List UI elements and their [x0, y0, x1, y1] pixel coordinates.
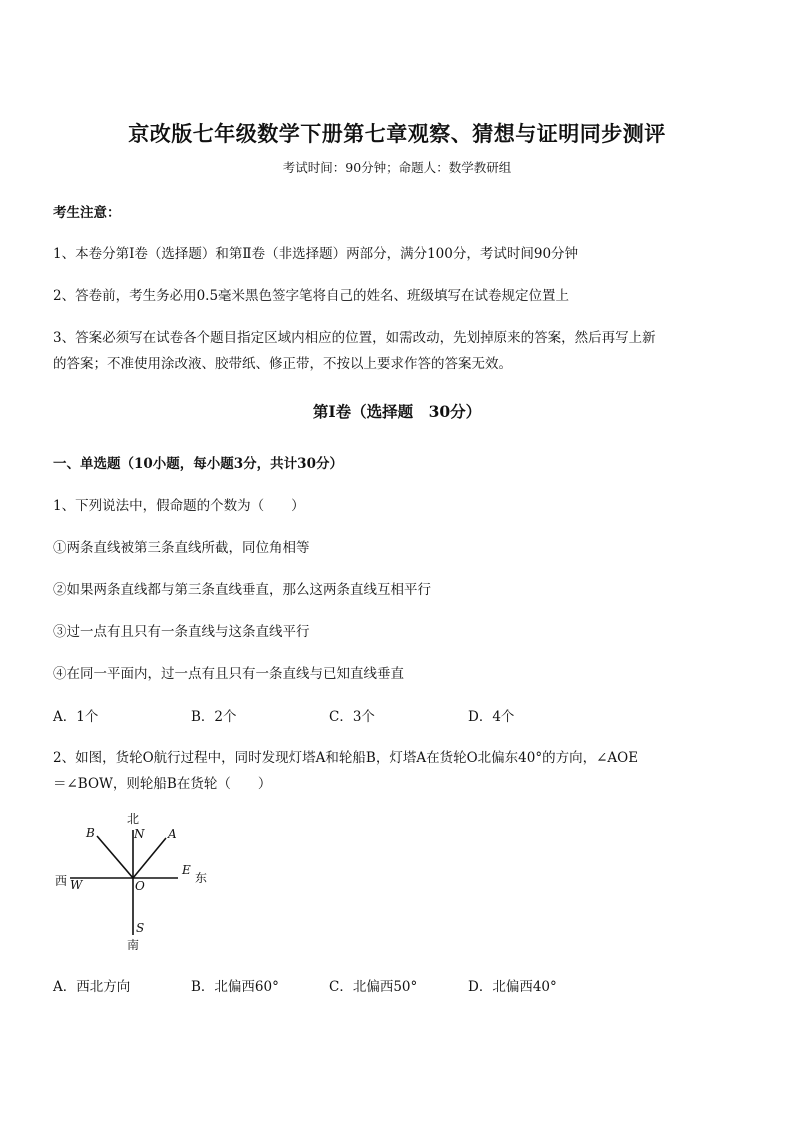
notice-item-2: 2、答卷前，考生务必用0.5毫米黑色签字笔将自己的姓名、班级填写在试卷规定位置上: [53, 288, 570, 304]
part-title: 一、单选题（10小题，每小题3分，共计30分）: [53, 456, 343, 472]
question-1-option-b: B．2个: [191, 709, 237, 725]
question-1-option-a: A．1个: [53, 709, 99, 725]
label-e: E: [182, 863, 191, 877]
question-2-stem-line-1: 2、如图，货轮O航行过程中，同时发现灯塔A和轮船B，灯塔A在货轮O北偏东40°的方向，∠AOE: [53, 750, 639, 766]
label-a: A: [168, 827, 177, 841]
label-south: 南: [127, 938, 140, 952]
question-1-option-c: C．3个: [329, 709, 375, 725]
question-1-option-d: D．4个: [468, 709, 515, 725]
question-2-option-b: B．北偏西60°: [191, 979, 279, 995]
label-n: N: [134, 827, 145, 841]
question-1-statement-1: ①两条直线被第三条直线所截，同位角相等: [53, 540, 310, 556]
exam-info: 考试时间：90分钟；命题人：数学教研组: [282, 160, 512, 175]
question-2-option-d: D．北偏西40°: [468, 979, 557, 995]
notice-item-3-line-1: 3、答案必须写在试卷各个题目指定区域内相应的位置，如需改动，先划掉原来的答案，然后再写上新: [53, 330, 656, 346]
question-1-statement-2: ②如果两条直线都与第三条直线垂直，那么这两条直线互相平行: [53, 582, 431, 598]
label-b: B: [86, 826, 95, 840]
label-north: 北: [127, 812, 140, 826]
ray-oa: [133, 838, 166, 878]
notice-item-1: 1、本卷分第Ⅰ卷（选择题）和第Ⅱ卷（非选择题）两部分，满分100分，考试时间90分钟: [53, 246, 579, 262]
label-east: 东: [195, 871, 208, 885]
compass-diagram: [50, 808, 220, 958]
ray-ob: [97, 836, 133, 878]
question-2-stem-line-2: ＝∠BOW，则轮船B在货轮（ ）: [53, 776, 272, 792]
question-1-statement-4: ④在同一平面内，过一点有且只有一条直线与已知直线垂直: [53, 666, 404, 682]
label-o: O: [135, 879, 145, 893]
notice-heading: 考生注意：: [53, 205, 121, 221]
question-1-statement-3: ③过一点有且只有一条直线与这条直线平行: [53, 624, 310, 640]
section-title: 第Ⅰ卷（选择题 30分）: [312, 402, 482, 421]
question-2-option-a: A．西北方向: [53, 979, 131, 995]
label-west: 西: [55, 874, 68, 888]
label-s: S: [136, 921, 145, 935]
page-title: 京改版七年级数学下册第七章观察、猜想与证明同步测评: [128, 121, 666, 146]
label-w: W: [70, 878, 83, 892]
question-1-stem: 1、下列说法中，假命题的个数为（ ）: [53, 498, 305, 514]
question-2-option-c: C．北偏西50°: [329, 979, 418, 995]
notice-item-3-line-2: 的答案；不准使用涂改液、胶带纸、修正带，不按以上要求作答的答案无效。: [53, 356, 512, 372]
